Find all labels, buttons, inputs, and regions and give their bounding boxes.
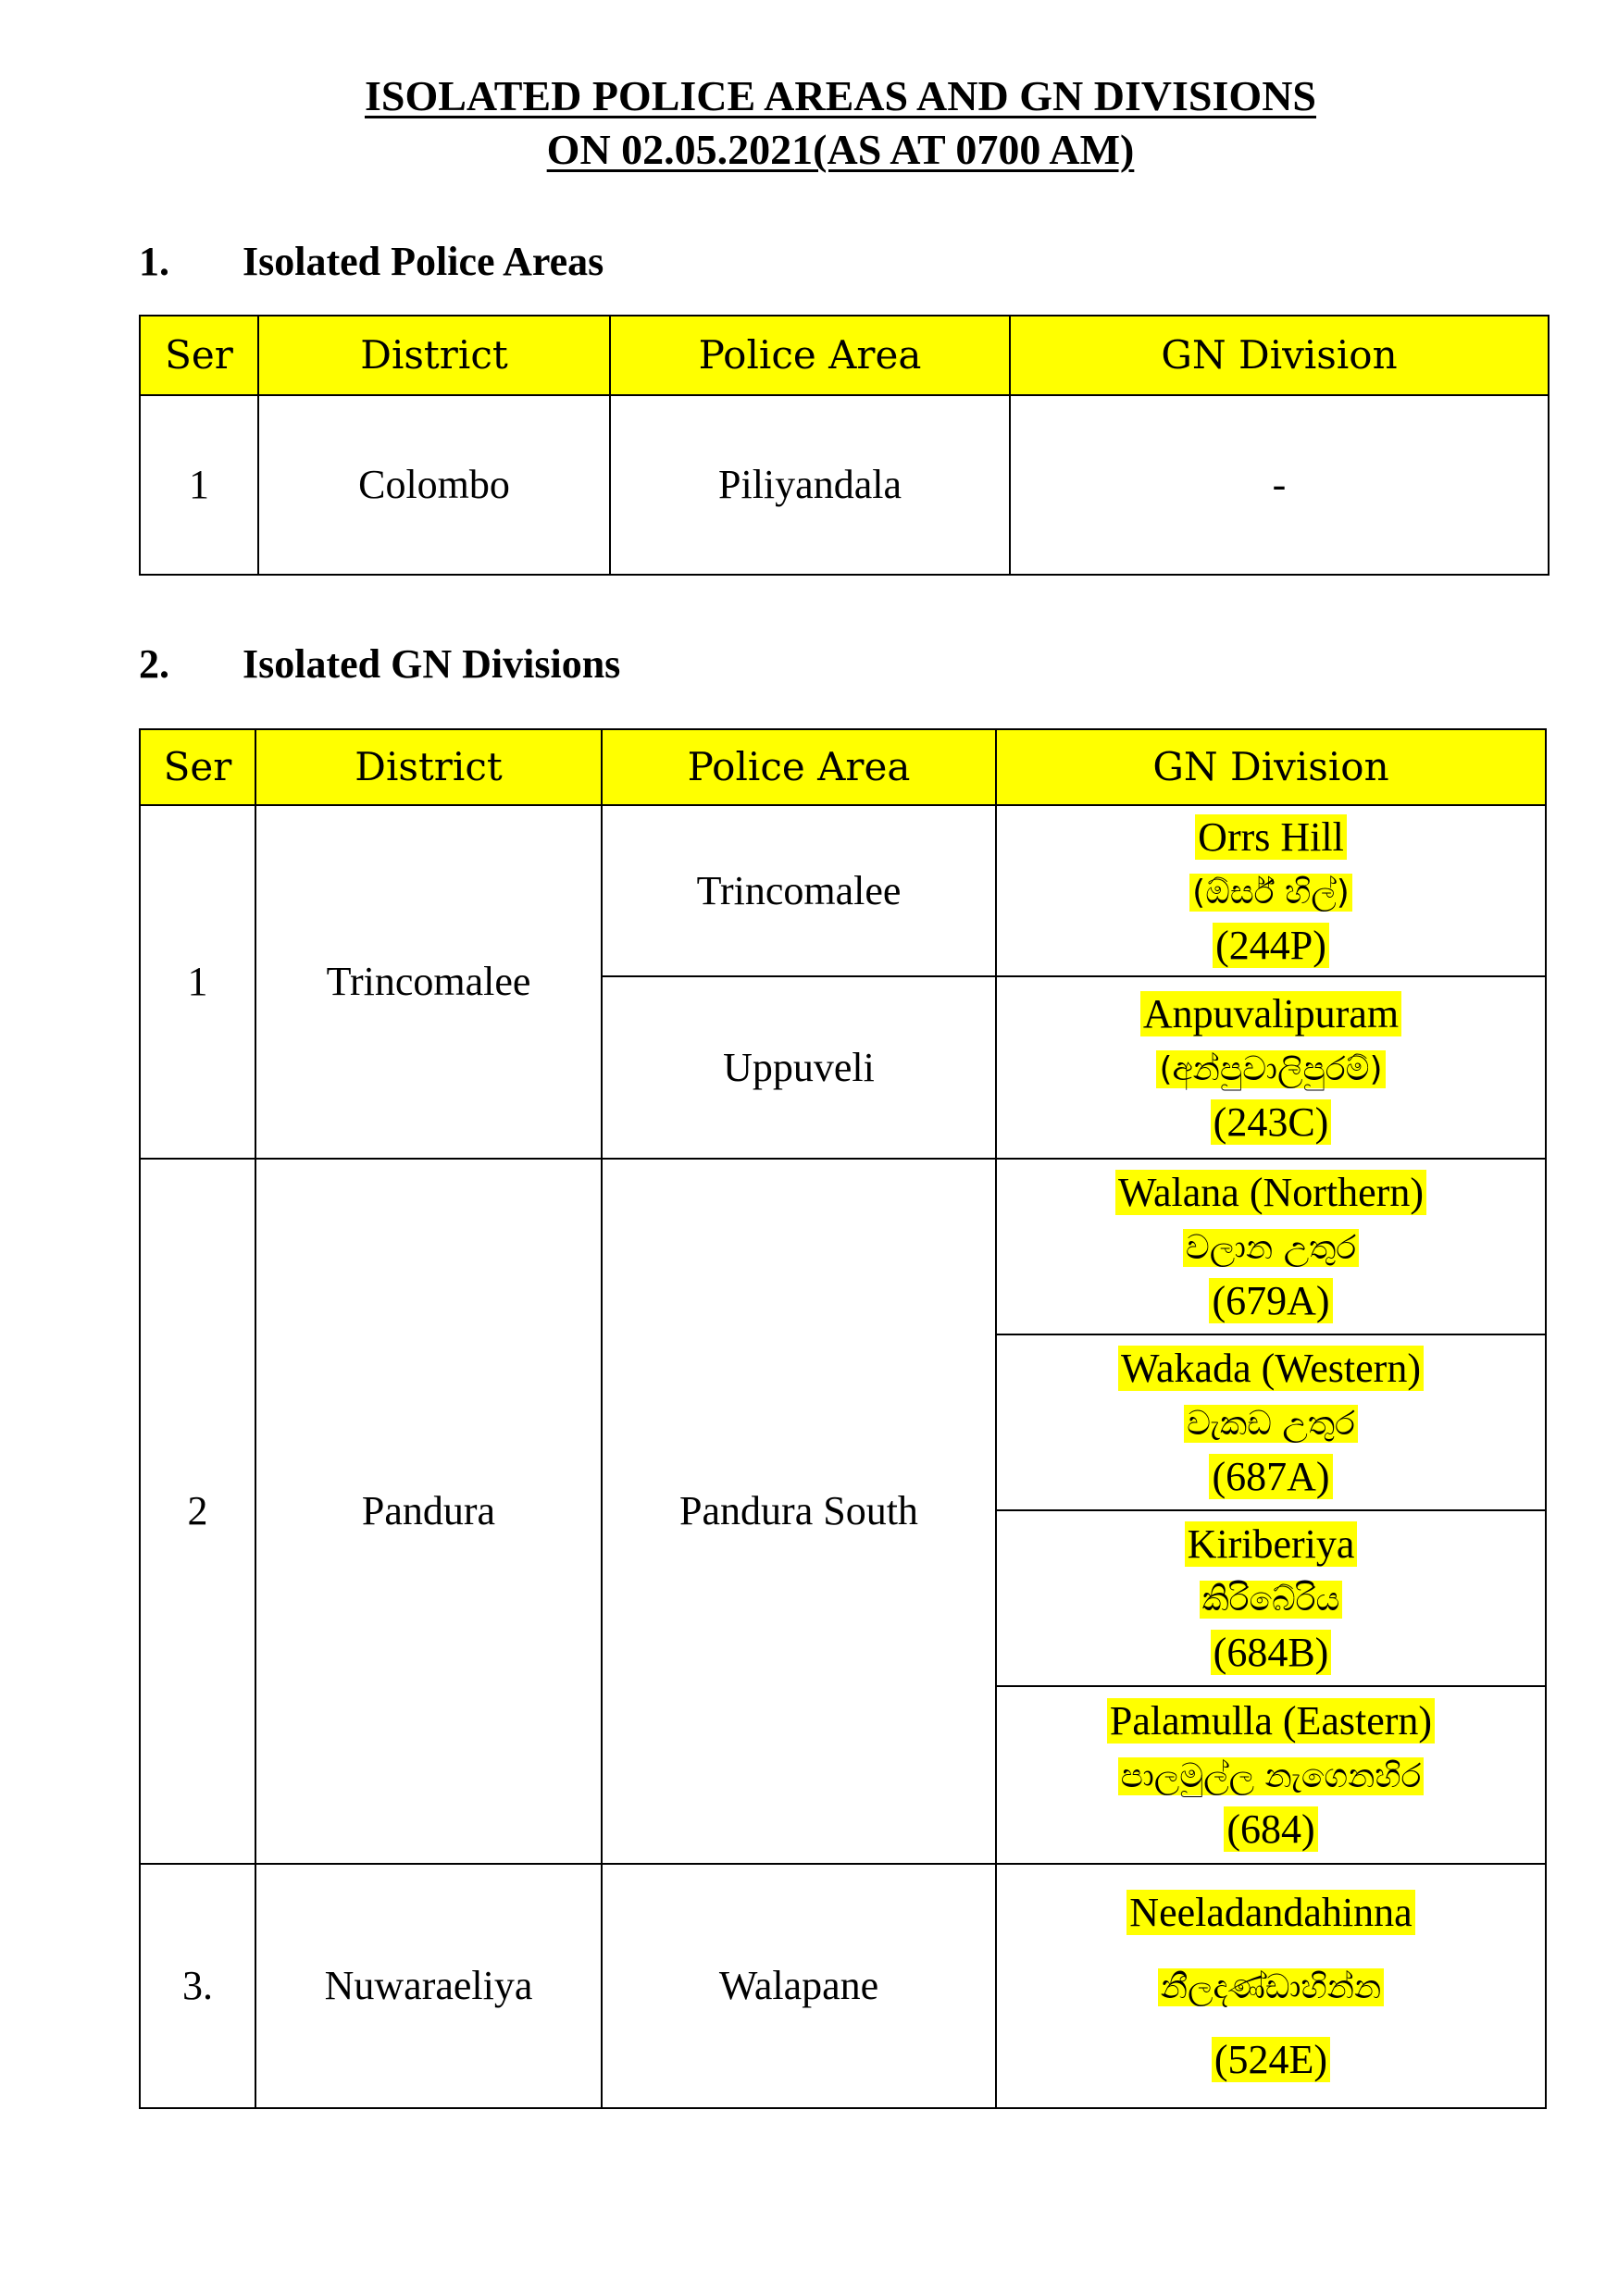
document-title	[0, 69, 1618, 177]
table-row	[140, 1159, 1546, 1334]
table-header-row	[140, 316, 1549, 395]
col-header-ser: Ser	[140, 316, 258, 395]
cell-gn-division	[996, 1686, 1546, 1864]
cell-gn-division	[996, 1159, 1546, 1334]
section-1-heading	[139, 239, 604, 285]
gn-name: Kiriberiya	[1185, 1521, 1358, 1567]
gn-name: Orrs Hill	[1195, 814, 1347, 860]
gn-local-name: (අන්පුවාලිපුරම්)	[1156, 1050, 1385, 1088]
cell-gn-division	[996, 976, 1546, 1159]
cell-district: Colombo	[258, 395, 610, 575]
section-2-title: Isolated GN Divisions	[243, 641, 621, 687]
gn-code: (687A)	[1209, 1454, 1332, 1499]
police-areas-table	[139, 315, 1550, 576]
gn-name: Walana (Northern)	[1115, 1170, 1426, 1215]
col-header-district: District	[255, 729, 602, 805]
cell-gn-division: -	[1010, 395, 1549, 575]
table-row	[140, 805, 1546, 976]
title-line-2: ON 02.05.2021(AS AT 0700 AM)	[546, 126, 1135, 173]
col-header-gn-division: GN Division	[1010, 316, 1549, 395]
cell-gn-division	[996, 1334, 1546, 1510]
title-line-1: ISOLATED POLICE AREAS AND GN DIVISIONS	[364, 72, 1316, 119]
cell-district: Nuwaraeliya	[255, 1864, 602, 2108]
gn-code: (244P)	[1213, 923, 1329, 968]
col-header-police-area: Police Area	[610, 316, 1010, 395]
cell-ser: 1	[140, 805, 255, 1159]
cell-gn-division	[996, 1864, 1546, 2108]
col-header-district: District	[258, 316, 610, 395]
col-header-gn-division: GN Division	[996, 729, 1546, 805]
cell-district: Trincomalee	[255, 805, 602, 1159]
section-1-title: Isolated Police Areas	[243, 239, 604, 284]
cell-police-area: Walapane	[602, 1864, 996, 2108]
col-header-ser: Ser	[140, 729, 255, 805]
gn-name: Palamulla (Eastern)	[1107, 1698, 1435, 1744]
gn-local-name: වලාන උතුර	[1183, 1229, 1359, 1267]
cell-police-area: Trincomalee	[602, 805, 996, 976]
section-2-number: 2.	[139, 641, 169, 687]
cell-police-area: Uppuveli	[602, 976, 996, 1159]
cell-gn-division	[996, 1510, 1546, 1686]
table-row	[140, 1864, 1546, 2108]
cell-ser: 2	[140, 1159, 255, 1864]
gn-code: (524E)	[1212, 2037, 1330, 2082]
gn-code: (243C)	[1211, 1099, 1332, 1145]
col-header-police-area: Police Area	[602, 729, 996, 805]
cell-ser: 1	[140, 395, 258, 575]
cell-police-area: Piliyandala	[610, 395, 1010, 575]
gn-name: Wakada (Western)	[1118, 1346, 1424, 1391]
gn-name: Neeladandahinna	[1126, 1890, 1414, 1935]
table-header-row	[140, 729, 1546, 805]
gn-local-name: කිරිබේරිය	[1200, 1581, 1343, 1619]
gn-local-name: පාලමුල්ල නැගෙනහිර	[1118, 1757, 1425, 1795]
gn-code: (684)	[1224, 1806, 1317, 1852]
gn-local-name: (ඕර්ස් හිල්)	[1189, 874, 1352, 912]
cell-police-area: Pandura South	[602, 1159, 996, 1864]
cell-district: Pandura	[255, 1159, 602, 1864]
cell-gn-division	[996, 805, 1546, 976]
gn-code: (684B)	[1211, 1630, 1332, 1675]
section-2-heading	[139, 641, 620, 688]
gn-code: (679A)	[1209, 1278, 1332, 1323]
cell-ser: 3.	[140, 1864, 255, 2108]
gn-divisions-table	[139, 728, 1547, 2109]
gn-name: Anpuvalipuram	[1140, 991, 1401, 1036]
gn-local-name: වැකඩ උතුර	[1184, 1405, 1358, 1443]
gn-local-name: නීලදණ්ඩාහින්න	[1158, 1968, 1384, 2006]
section-1-number: 1.	[139, 239, 169, 284]
table-row	[140, 395, 1549, 575]
